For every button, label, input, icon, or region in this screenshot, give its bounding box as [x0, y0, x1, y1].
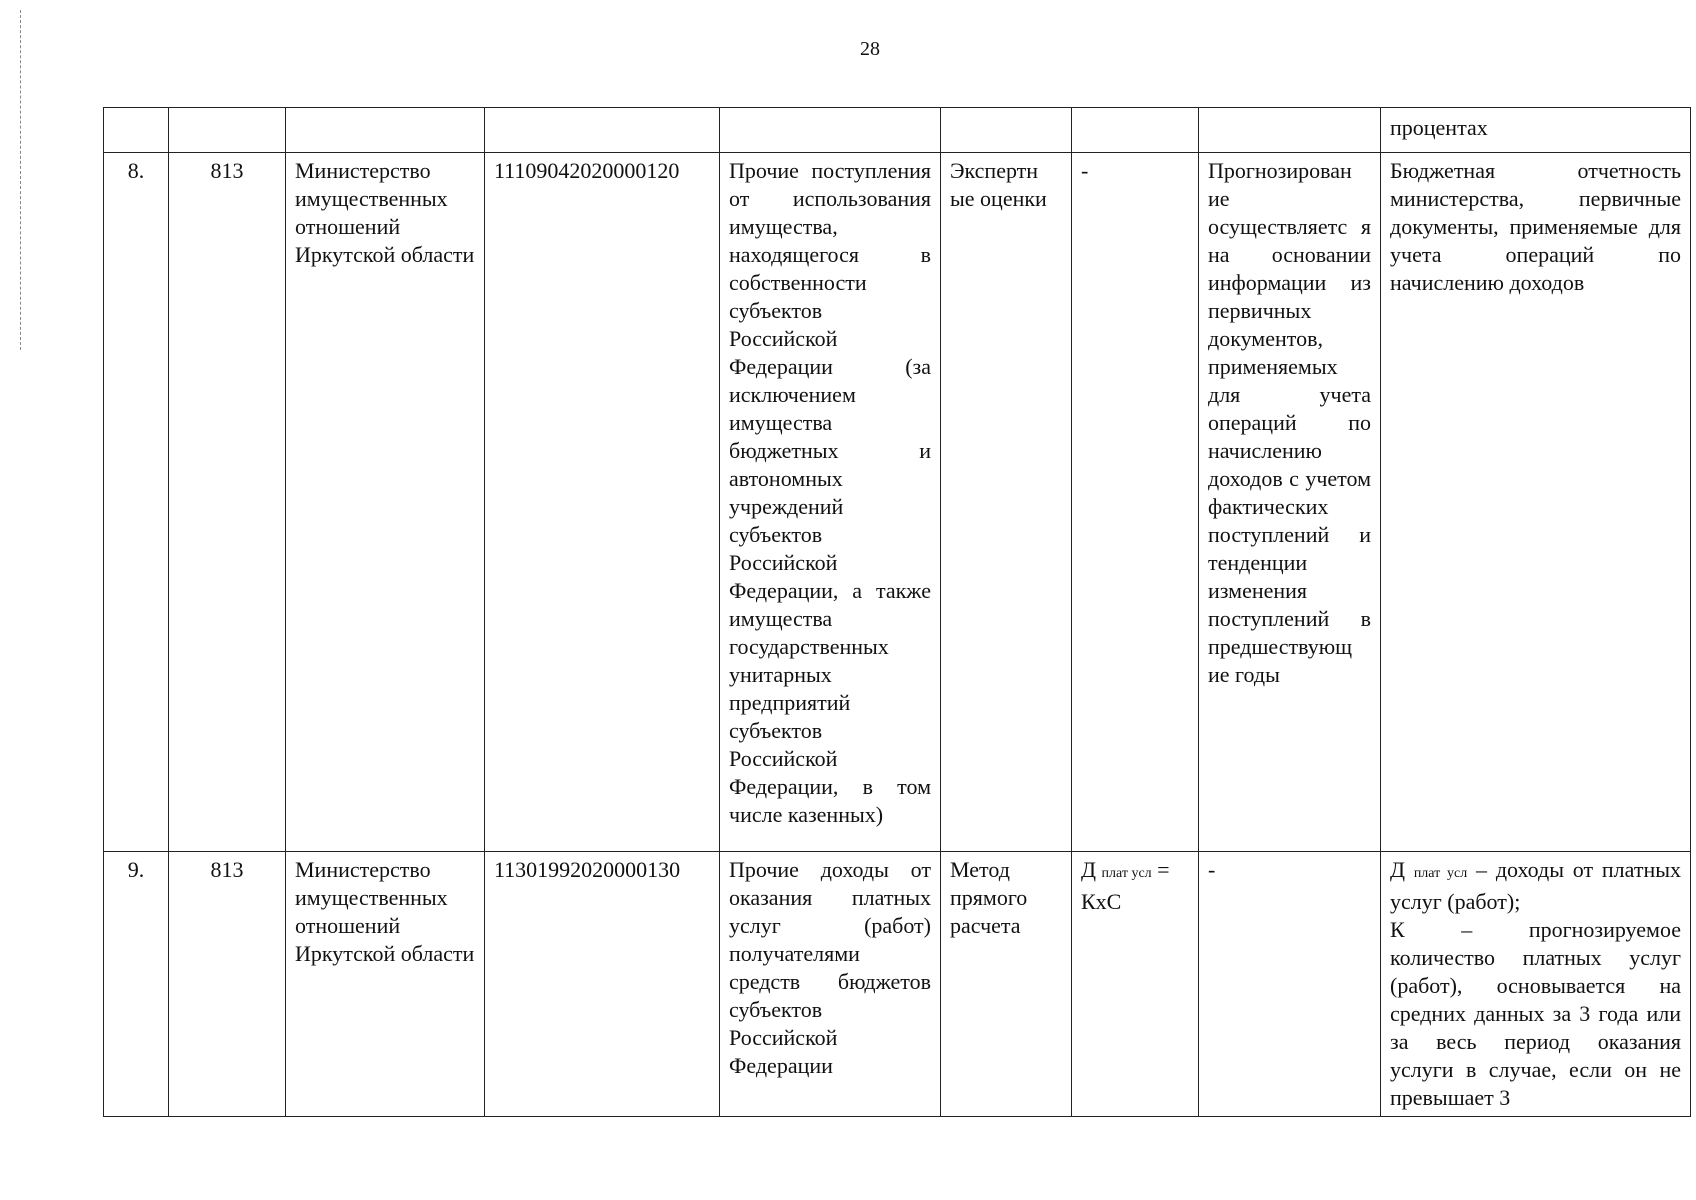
indicator-description	[1381, 852, 1691, 1117]
row-number: 8.	[104, 153, 169, 852]
income-name: Прочие поступления от использования имущества, находящегося в собственности субъектов Российской Федерации (за исключением имущества бюджетных и автономных учреждений субъектов Российской Федерации, а также имущества государственных унитарных предприятий субъектов Российской Федерации, в том числе казенных)	[720, 153, 941, 852]
income-name: Прочие доходы от оказания платных услуг (работ) получателями средств бюджетов субъектов Российской Федерации	[720, 852, 941, 1117]
description-d-symbol: Д	[1390, 857, 1406, 882]
algorithm: -	[1199, 852, 1381, 1117]
row-number: 9.	[104, 852, 169, 1117]
algorithm: Прогнозирован ие осуществляетс я на основании информации из первичных документов, применяемых для учета операций по начислению доходов с учетом фактических поступлений и тенденции изменения поступлений в предшествующ ие годы	[1199, 153, 1381, 852]
description-cell-continuation: процентах	[1381, 108, 1691, 153]
indicator-description: Бюджетная отчетность министерства, первичные документы, применяемые для учета операций по начислению доходов	[1381, 153, 1691, 852]
admin-name: Министерство имущественных отношений Иркутской области	[286, 153, 485, 852]
income-forecast-table	[103, 107, 1691, 1117]
description-d-text: – доходы от платных услуг (работ);	[1390, 857, 1682, 914]
forecast-method: Экспертн ые оценки	[941, 153, 1072, 852]
table-row	[104, 153, 1691, 852]
description-k: К – прогнозируемое количество платных услуг (работ), основывается на средних данных за 3 года или за весь период оказания услуги в случае, если он не превышает 3	[1390, 917, 1681, 1110]
formula-d: Д	[1081, 857, 1097, 882]
admin-code: 813	[169, 153, 286, 852]
description-d-subscript: плат усл	[1413, 866, 1468, 881]
admin-name: Министерство имущественных отношений Иркутской области	[286, 852, 485, 1117]
binder-mark	[20, 10, 21, 350]
kbk-code: 11109042020000120	[485, 153, 720, 852]
admin-code: 813	[169, 852, 286, 1117]
table-row	[104, 852, 1691, 1117]
kbk-code: 11301992020000130	[485, 852, 720, 1117]
table-row-continuation	[104, 108, 1691, 153]
forecast-method: Метод прямого расчета	[941, 852, 1072, 1117]
formula	[1072, 852, 1199, 1117]
formula-rhs: КхС	[1081, 889, 1122, 914]
page-number: 28	[860, 38, 880, 60]
formula: -	[1072, 153, 1199, 852]
formula-equals: =	[1157, 857, 1170, 882]
description-d	[1390, 856, 1681, 916]
formula-d-subscript: плат усл	[1101, 866, 1152, 881]
